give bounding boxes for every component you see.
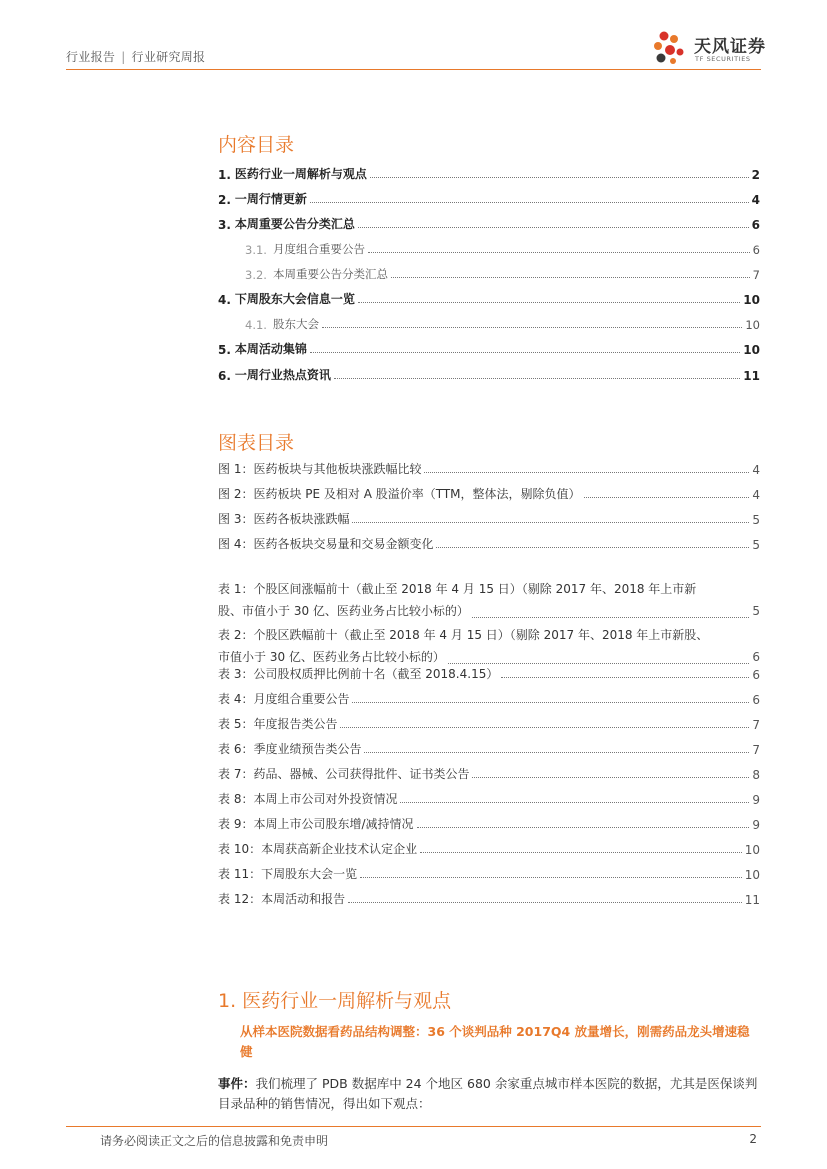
- toc-item[interactable]: 3. 本周重要公告分类汇总 6: [218, 217, 760, 232]
- toc-subitem[interactable]: 4.1. 股东大会 10: [245, 317, 760, 332]
- toc-item[interactable]: 4. 下周股东大会信息一览 10: [218, 292, 760, 307]
- company-logo: [650, 28, 766, 68]
- logo-subtitle: TF SECURITIES: [695, 55, 751, 63]
- table-item[interactable]: 表 8：本周上市公司对外投资情况 9: [218, 792, 760, 807]
- header-breadcrumb: [66, 48, 205, 65]
- table-item[interactable]: 表 6：季度业绩预告类公告 7: [218, 742, 760, 757]
- table-item[interactable]: 表 10：本周获高新企业技术认定企业 10: [218, 842, 760, 857]
- table-item[interactable]: 表 9：本周上市公司股东增/减持情况 9: [218, 817, 760, 832]
- toc-item[interactable]: 5. 本周活动集锦 10: [218, 342, 760, 357]
- header-separator: |: [121, 50, 126, 64]
- header-divider: [66, 69, 761, 70]
- table-item[interactable]: 表 2：个股区跌幅前十（截止至 2018 年 4 月 15 日）（剔除 2017 年、2018 年上市新股、 市值小于 30 亿、医药业务占比较小标的） 6: [218, 628, 760, 664]
- footer-divider: [66, 1126, 761, 1127]
- toc-subitem[interactable]: 3.1. 月度组合重要公告 6: [245, 242, 760, 257]
- figure-item[interactable]: 图 3：医药各板块涨跌幅 5: [218, 512, 760, 527]
- figure-item[interactable]: 图 1：医药板块与其他板块涨跌幅比较 4: [218, 462, 760, 477]
- table-item[interactable]: 表 11：下周股东大会一览 10: [218, 867, 760, 882]
- event-paragraph: [218, 1074, 760, 1114]
- figure-item[interactable]: 图 2：医药板块 PE 及相对 A 股溢价率（TTM，整体法，剔除负值） 4: [218, 487, 760, 502]
- toc-title: 内容目录: [218, 134, 295, 156]
- toc-item[interactable]: 2. 一周行情更新 4: [218, 192, 760, 207]
- section-title: 1. 医药行业一周解析与观点: [218, 990, 452, 1012]
- event-text: 我们梳理了 PDB 数据库中 24 个地区 680 余家重点城市样本医院的数据，尤其是医保谈判目录品种的销售情况，得出如下观点：: [218, 1076, 758, 1111]
- toc-item[interactable]: 6. 一周行业热点资讯 11: [218, 368, 760, 383]
- footer-disclaimer: 请务必阅读正文之后的信息披露和免责申明: [100, 1134, 329, 1148]
- section-subheading: 从样本医院数据看药品结构调整：36 个谈判品种 2017Q4 放量增长，刚需药品龙头增速稳健: [240, 1024, 750, 1059]
- logo-name: 天风证券: [694, 37, 766, 57]
- page-number: 2: [749, 1132, 757, 1146]
- figures-title: 图表目录: [218, 432, 295, 454]
- table-item[interactable]: 表 7：药品、器械、公司获得批件、证书类公告 8: [218, 767, 760, 782]
- figure-item[interactable]: 图 4：医药各板块交易量和交易金额变化 5: [218, 537, 760, 552]
- header-subcategory: 行业研究周报: [131, 50, 206, 64]
- table-item[interactable]: 表 1：个股区间涨幅前十（截止至 2018 年 4 月 15 日）（剔除 2017 年、2018 年上市新 股、市值小于 30 亿、医药业务占比较小标的） 5: [218, 582, 760, 618]
- toc-subitem[interactable]: 3.2. 本周重要公告分类汇总 7: [245, 267, 760, 282]
- table-item[interactable]: 表 5：年度报告类公告 7: [218, 717, 760, 732]
- table-item[interactable]: 表 4：月度组合重要公告 6: [218, 692, 760, 707]
- header-category: 行业报告: [66, 50, 116, 64]
- table-item[interactable]: 表 12：本周活动和报告 11: [218, 892, 760, 907]
- logo-petals-icon: [650, 28, 692, 68]
- table-item[interactable]: 表 3：公司股权质押比例前十名（截至 2018.4.15） 6: [218, 667, 760, 682]
- event-label: 事件：: [218, 1076, 256, 1091]
- toc-item[interactable]: 1. 医药行业一周解析与观点 2: [218, 167, 760, 182]
